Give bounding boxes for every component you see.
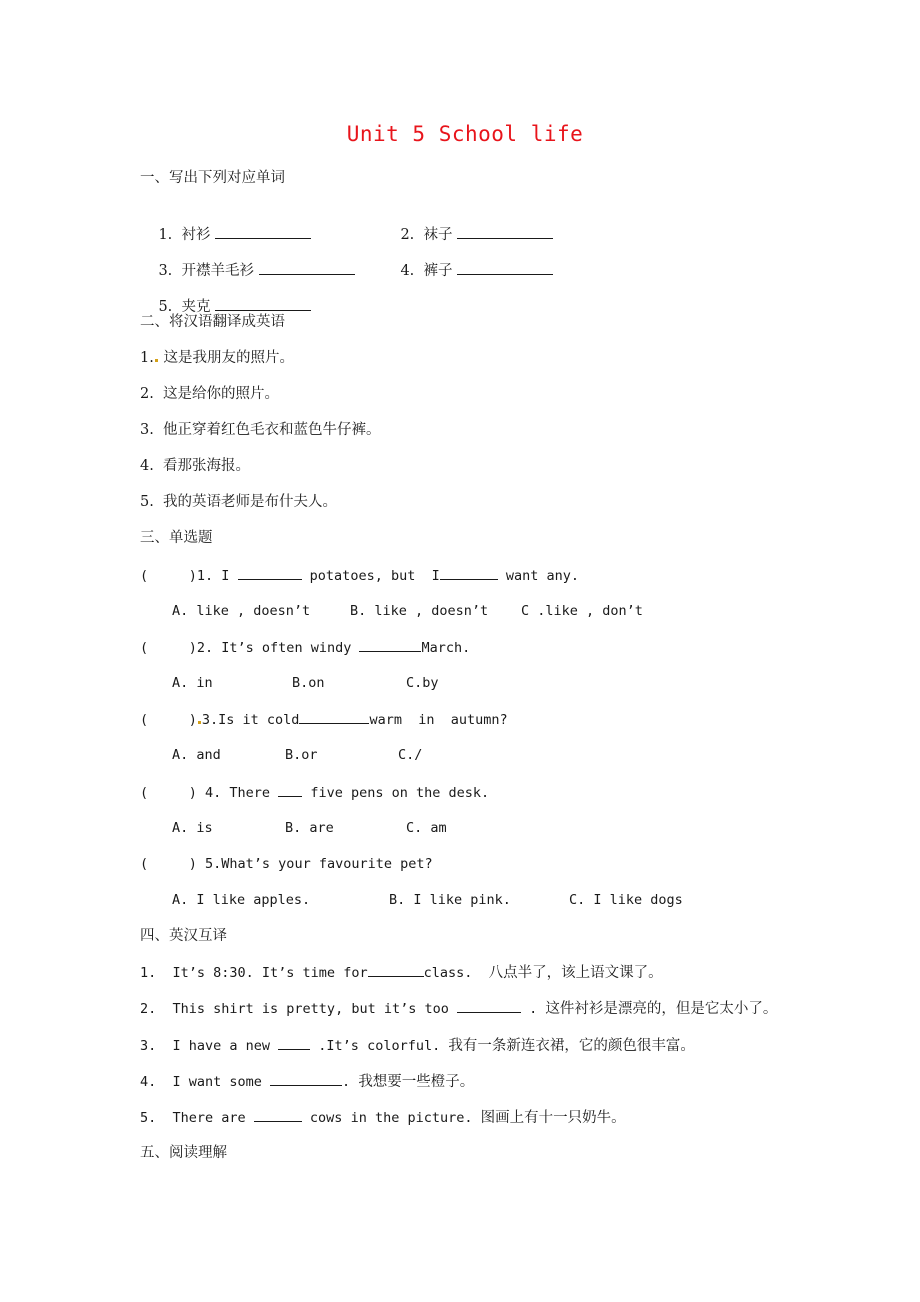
question-text: 3.Is it cold: [201, 712, 300, 728]
q5-option-c: C. I like dogs: [569, 892, 683, 908]
vocab-item-1: 1. 衬衫: [158, 227, 211, 243]
question-1: [140, 565, 579, 586]
answer-blank[interactable]: [278, 1035, 310, 1050]
english-text: class.: [423, 965, 489, 981]
q2-option-c: C.by: [406, 675, 439, 691]
answer-blank[interactable]: [215, 296, 311, 311]
item-number: 1.: [140, 350, 154, 366]
translate-line-4: [140, 1071, 474, 1092]
answer-blank[interactable]: [457, 224, 553, 239]
vocab-row-2b: [382, 240, 553, 301]
chinese-text: 图画上有十一只奶牛。: [480, 1110, 626, 1126]
english-text: 4. I want some: [140, 1074, 271, 1090]
vocab-item-2: 2. 袜子: [400, 227, 453, 243]
q3-option-b: B.or: [285, 747, 318, 763]
chinese-text: 这件衬衫是漂亮的，但是它太小了。: [545, 1001, 778, 1017]
question-text: warm in autumn?: [369, 712, 508, 728]
chinese-text: 八点半了，该上语文课了。: [488, 965, 663, 981]
answer-blank[interactable]: [254, 1107, 302, 1122]
answer-blank[interactable]: [440, 565, 498, 580]
q2-option-b: B.on: [292, 675, 325, 691]
section-4-heading: 四、英汉互译: [140, 928, 227, 944]
vocab-item-5: 5. 夹克: [158, 299, 211, 315]
answer-paren[interactable]: ( ): [140, 785, 197, 801]
answer-paren[interactable]: ( ): [140, 568, 197, 584]
english-text: 5. There are: [140, 1110, 254, 1126]
section-1-heading: 一、写出下列对应单词: [140, 170, 285, 186]
translate-line-3: [140, 1035, 695, 1056]
q3-option-a: A. and: [172, 747, 221, 763]
answer-paren[interactable]: ( ): [140, 856, 197, 872]
q1-option-b: B. like , doesn’t: [350, 603, 489, 619]
translate-item-4: 4. 看那张海报。: [140, 458, 251, 474]
mark-dot: [155, 359, 158, 362]
english-text: .It’s colorful.: [310, 1038, 449, 1054]
question-text: potatoes, but I: [301, 568, 440, 584]
english-text: 3. I have a new: [140, 1038, 279, 1054]
answer-blank[interactable]: [368, 962, 424, 977]
answer-blank[interactable]: [259, 260, 355, 275]
question-text: five pens on the desk.: [302, 785, 490, 801]
vocab-item-3: 3. 开襟羊毛衫: [158, 263, 254, 279]
q2-option-a: A. in: [172, 675, 213, 691]
mark-dot: [198, 721, 201, 724]
answer-blank[interactable]: [238, 565, 302, 580]
q5-option-b: B. I like pink.: [389, 892, 511, 908]
translate-item-1: [140, 348, 294, 368]
translate-item-3: 3. 他正穿着红色毛衣和蓝色牛仔裤。: [140, 422, 381, 438]
section-5-heading: 五、阅读理解: [140, 1145, 227, 1161]
answer-blank[interactable]: [299, 709, 369, 724]
question-5: [140, 854, 433, 874]
answer-blank[interactable]: [215, 224, 311, 239]
translate-text: 这是我朋友的照片。: [163, 350, 294, 366]
question-text: 4. There: [196, 785, 279, 801]
question-4: [140, 782, 489, 803]
chinese-text: 我想要一些橙子。: [358, 1074, 475, 1090]
q4-option-a: A. is: [172, 820, 213, 836]
q1-option-a: A. like , doesn’t: [172, 603, 311, 619]
answer-blank[interactable]: [359, 637, 421, 652]
english-text: cows in the picture.: [301, 1110, 481, 1126]
english-text: 2. This shirt is pretty, but it’s too: [140, 1001, 457, 1017]
answer-paren[interactable]: ( ): [140, 712, 197, 728]
english-text: 1. It’s 8:30. It’s time for: [140, 965, 368, 981]
translate-item-5: 5. 我的英语老师是布什夫人。: [140, 494, 338, 510]
q3-option-c: C./: [398, 747, 423, 763]
question-text: 1. I: [196, 568, 238, 584]
translate-line-5: [140, 1107, 626, 1128]
q4-option-b: B. are: [285, 820, 334, 836]
q1-option-c: C .like , don’t: [521, 603, 643, 619]
q5-option-a: A. I like apples.: [172, 892, 311, 908]
translate-item-2: 2. 这是给你的照片。: [140, 386, 280, 402]
question-2: [140, 637, 470, 658]
english-text: .: [520, 1001, 546, 1017]
q4-option-c: C. am: [406, 820, 447, 836]
english-text: .: [342, 1074, 359, 1090]
translate-line-1: [140, 962, 663, 983]
question-text: 2. It’s often windy: [196, 640, 360, 656]
question-text: want any.: [497, 568, 579, 584]
answer-blank[interactable]: [457, 998, 521, 1013]
answer-blank[interactable]: [270, 1071, 342, 1086]
answer-blank[interactable]: [457, 260, 553, 275]
vocab-item-4: 4. 裤子: [400, 263, 453, 279]
answer-paren[interactable]: ( ): [140, 640, 197, 656]
question-3: [140, 709, 508, 730]
translate-line-2: [140, 998, 777, 1019]
chinese-text: 我有一条新连衣裙，它的颜色很丰富。: [448, 1038, 695, 1054]
answer-blank[interactable]: [278, 782, 302, 797]
section-3-heading: 三、单选题: [140, 530, 213, 546]
page-title: Unit 5 School life: [346, 122, 584, 146]
question-text: March.: [421, 640, 471, 656]
question-text: 5.What’s your favourite pet?: [196, 856, 433, 872]
section-2-heading: 二、将汉语翻译成英语: [140, 314, 285, 330]
